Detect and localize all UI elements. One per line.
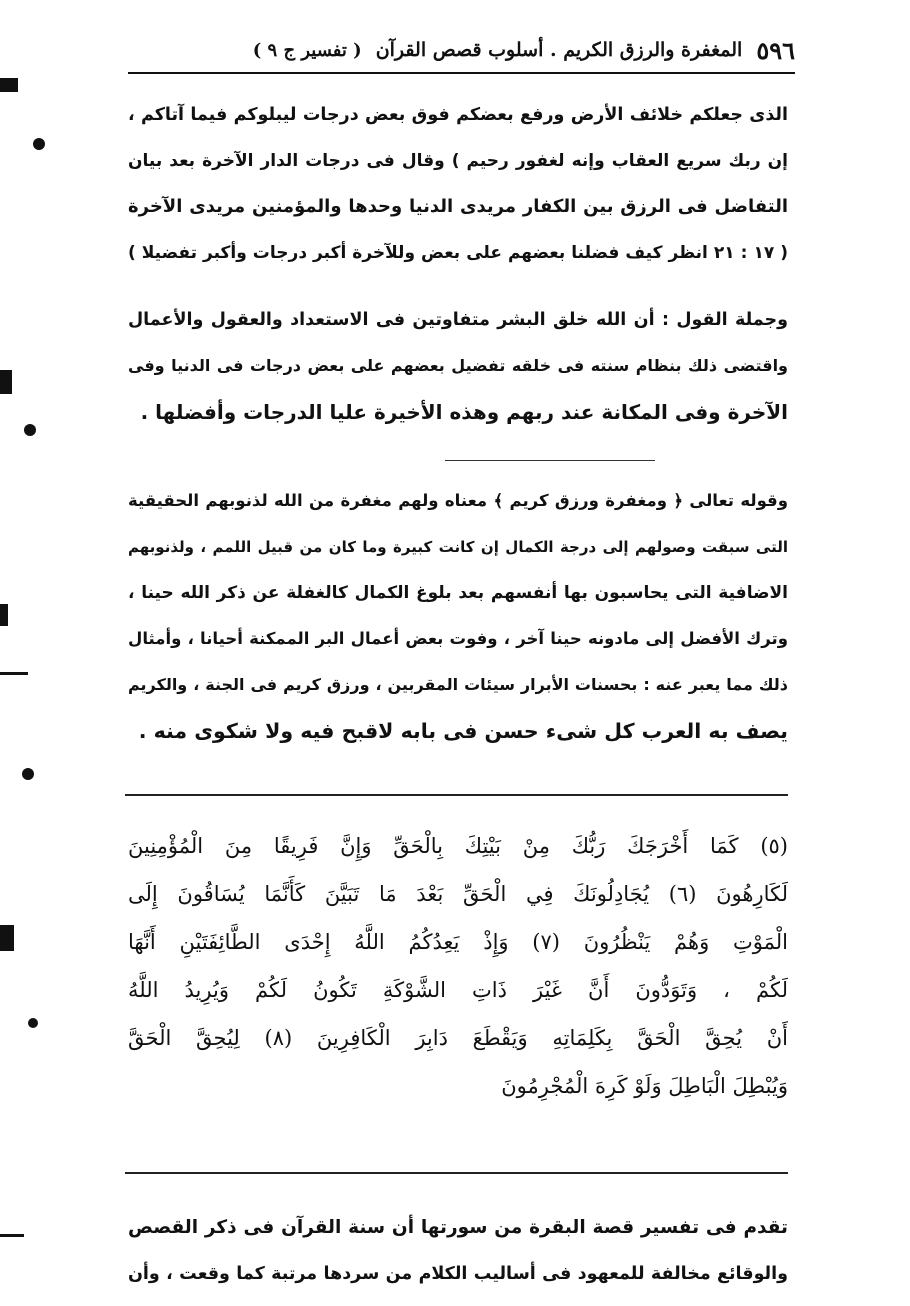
verse-line: الْمَوْتِ وَهُمْ يَنْظُرُونَ (٧) وَإِذْ يَعِدُكُمُ اللَّهُ إِحْدَى الطَّائِفَتَيْنِ أَنَّهَا <box>128 930 788 954</box>
text-line: وترك الأفضل إلى مادونه حينا آخر ، وفوت بعض أعمال البر الممكنة أحيانا ، وأمثال <box>128 629 788 648</box>
paragraph-3 <box>128 478 788 754</box>
text-line: الاضافية التى يحاسبون بها أنفسهم بعد بلوغ الكمال كالغفلة عن ذكر الله حينا ، <box>128 583 788 603</box>
text-line: الذى جعلكم خلائف الأرض ورفع بعضكم فوق بعض درجات ليبلوكم فيما آتاكم ، <box>128 105 788 125</box>
text-line: تقدم فى تفسير قصة البقرة من سورتها أن سنة القرآن فى ذكر القصص <box>128 1217 788 1238</box>
verse-line: لَكُمْ ، وَتَوَدُّونَ أَنَّ غَيْرَ ذَاتِ الشَّوْكَةِ تَكُونُ لَكُمْ وَيُرِيدُ اللَّهُ <box>128 978 788 1002</box>
short-divider <box>445 460 655 461</box>
scan-artifact <box>33 138 45 150</box>
verse-line: لَكَارِهُونَ (٦) يُجَادِلُونَكَ فِي الْحَقِّ بَعْدَ مَا تَبَيَّنَ كَأَنَّمَا يُسَاقُونَ إِلَى <box>128 882 788 906</box>
text-line: إن ربك سريع العقاب وإنه لغفور رحيم ) وقال فى درجات الدار الآخرة بعد بيان <box>128 151 788 171</box>
scan-artifact <box>0 78 18 92</box>
scan-artifact <box>0 370 12 394</box>
paragraph-2 <box>128 297 788 435</box>
quran-verses <box>128 822 788 1110</box>
text-line: ( ١٧ : ٢١ انظر كيف فضلنا بعضهم على بعض وللآخرة أكبر درجات وأكبر تفضيلا ) <box>128 243 788 263</box>
scan-artifact <box>28 1018 38 1028</box>
verse-line: وَيُبْطِلَ الْبَاطِلَ وَلَوْ كَرِهَ الْمُجْرِمُونَ <box>501 1074 788 1098</box>
paragraph-1 <box>128 92 788 276</box>
page-number: ٥٩٦ <box>756 35 795 65</box>
scan-artifact <box>22 768 34 780</box>
verse-line: (٥) كَمَا أَخْرَجَكَ رَبُّكَ مِنْ بَيْتِكَ بِالْحَقِّ وَإِنَّ فَرِيقًا مِنَ الْمُؤْمِنِينَ <box>128 834 788 858</box>
scan-artifact <box>0 925 14 951</box>
header-rule <box>128 72 795 74</box>
text-line: وجملة القول : أن الله خلق البشر متفاوتين فى الاستعداد والعقول والأعمال <box>128 310 788 330</box>
scan-artifact <box>0 1234 24 1237</box>
running-title: المغفرة والرزق الكريم . أسلوب قصص القرآن <box>375 39 743 61</box>
scan-artifact <box>0 604 8 626</box>
text-line: التى سبقت وصولهم إلى درجة الكمال إن كانت كبيرة وما كان من قبيل اللمم ، ولذنوبهم <box>128 538 788 556</box>
text-line: والوقائع مخالفة للمعهود فى أساليب الكلام من سردها مرتبة كما وقعت ، وأن <box>128 1264 788 1284</box>
section-divider <box>125 794 788 796</box>
text-line: ذلك مما يعبر عنه : بحسنات الأبرار سيئات المقربين ، ورزق كريم فى الجنة ، والكريم <box>128 675 788 694</box>
scan-artifact <box>0 672 28 675</box>
volume-label: ( تفسير ج ٩ ) <box>252 39 362 61</box>
scan-artifact <box>24 424 36 436</box>
page-header <box>135 30 795 70</box>
text-line: واقتضى ذلك بنظام سنته فى خلقه تفضيل بعضهم على بعض درجات فى الدنيا وفى <box>128 356 788 375</box>
verse-line: أَنْ يُحِقَّ الْحَقَّ بِكَلِمَاتِهِ وَيَقْطَعَ دَابِرَ الْكَافِرِينَ (٨) لِيُحِقَّ الْحَقَّ <box>128 1026 788 1050</box>
text-line: يصف به العرب كل شىء حسن فى بابه لاقبح فيه ولا شكوى منه . <box>138 719 788 743</box>
section-divider <box>125 1172 788 1174</box>
text-line: الآخرة وفى المكانة عند ربهم وهذه الأخيرة عليا الدرجات وأفضلها . <box>140 400 788 424</box>
text-line: وقوله تعالى ﴿ ومغفرة ورزق كريم ﴾ معناه ولهم مغفرة من الله لذنوبهم الحقيقية <box>128 491 788 510</box>
paragraph-4 <box>128 1205 788 1297</box>
text-line: التفاضل فى الرزق بين الكفار مريدى الدنيا وحدها والمؤمنين مريدى الآخرة <box>128 196 788 217</box>
